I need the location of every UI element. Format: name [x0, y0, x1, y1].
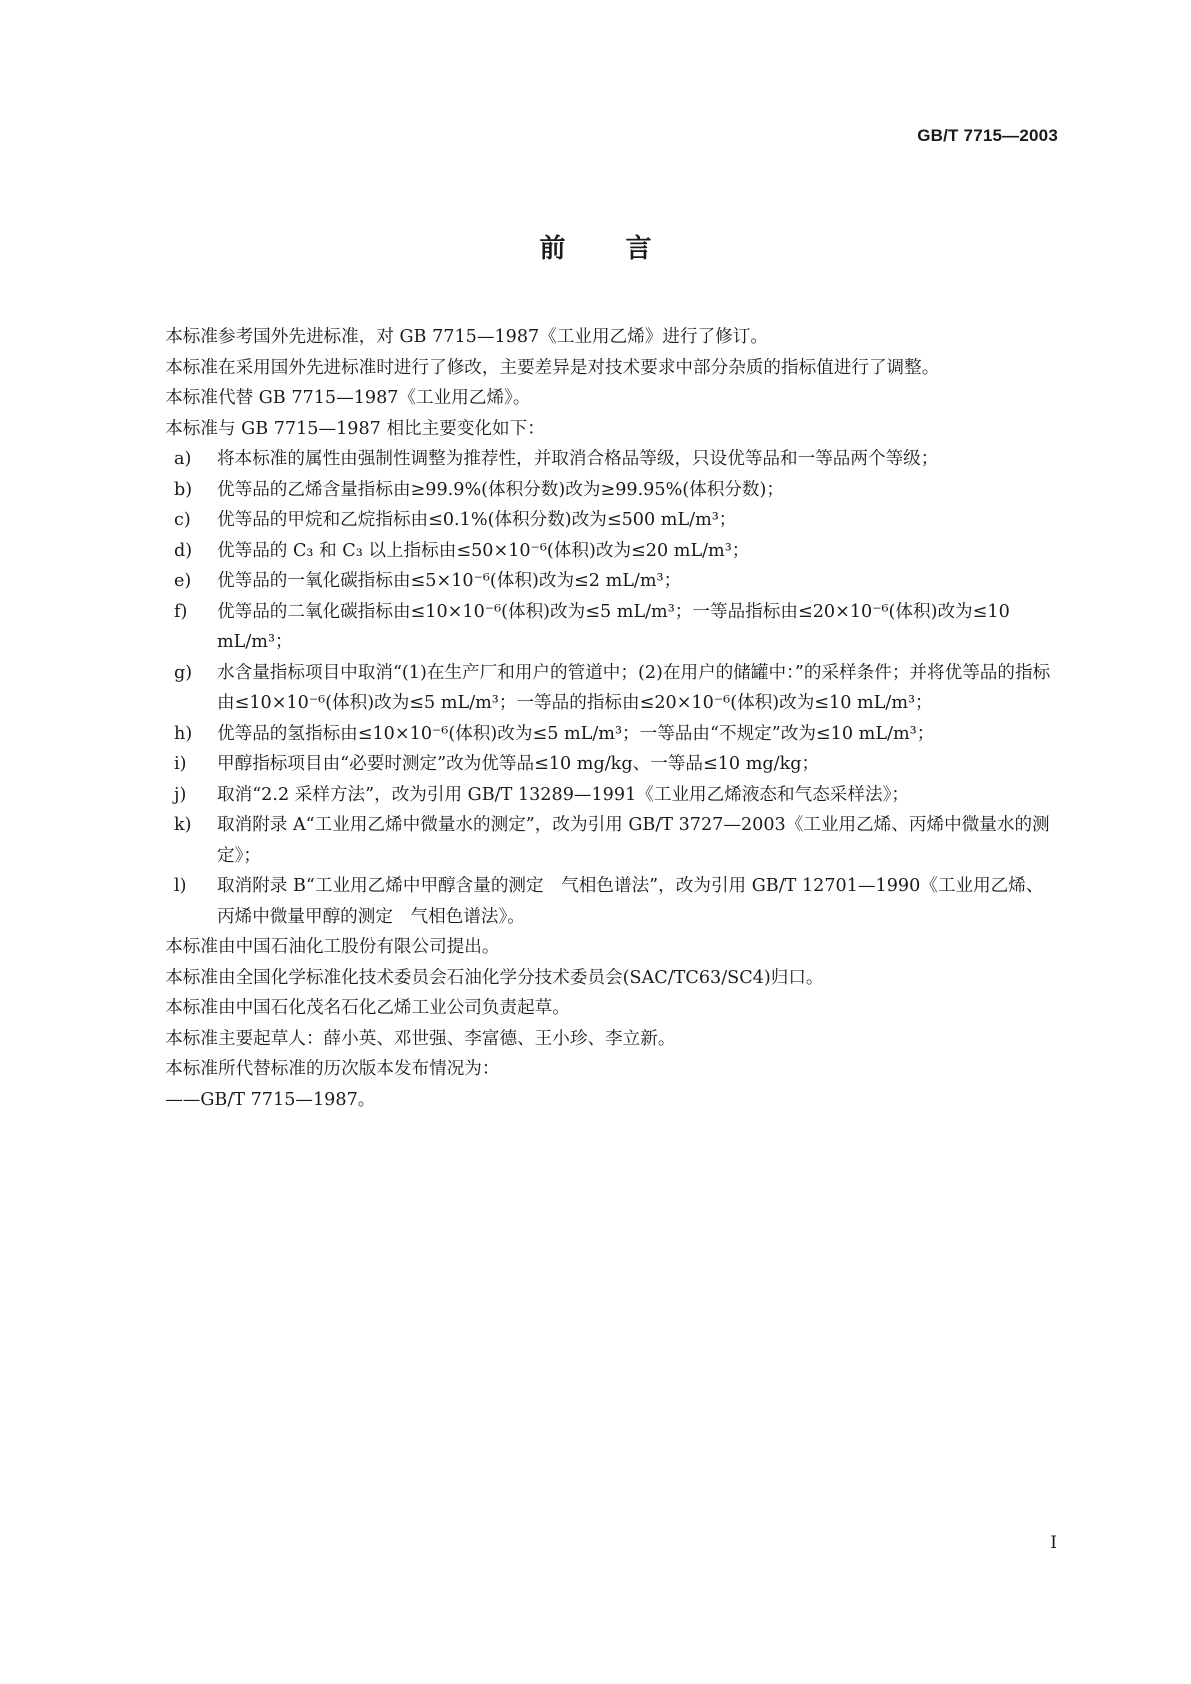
item-text: 水含量指标项目中取消“(1)在生产厂和用户的管道中；(2)在用户的储罐中：”的采样条件；并将优等品的指标由≤10×10⁻⁶(体积)改为≤5 mL/m³；一等品的指标由≤20×10⁻⁶(体积)改为≤10 mL/m³；	[217, 662, 1051, 713]
item-label: e)	[174, 571, 192, 591]
item-label: l)	[174, 876, 187, 896]
change-item	[130, 597, 1059, 658]
item-label: g)	[174, 662, 193, 683]
outro-paragraph: 本标准由中国石化茂名石化乙烯工业公司负责起草。	[165, 998, 570, 1018]
outro-paragraph: 本标准由中国石油化工股份有限公司提出。	[165, 937, 500, 957]
standard-code: GB/T 7715—2003	[917, 126, 1058, 145]
item-text: 优等品的一氧化碳指标由≤5×10⁻⁶(体积)改为≤2 mL/m³；	[217, 571, 682, 591]
outro-paragraph: 本标准由全国化学标准化技术委员会石油化学分技术委员会(SAC/TC63/SC4)归口。	[165, 967, 824, 988]
page-title: 前言	[539, 234, 712, 264]
change-item	[130, 780, 1059, 811]
item-text: 优等品的氢指标由≤10×10⁻⁶(体积)改为≤5 mL/m³；一等品由“不规定”改为≤10 mL/m³；	[217, 723, 935, 744]
item-label: h)	[174, 723, 193, 744]
page-number: I	[1050, 1533, 1057, 1553]
change-item	[130, 810, 1059, 871]
item-text: 优等品的二氧化碳指标由≤10×10⁻⁶(体积)改为≤5 mL/m³；一等品指标由≤20×10⁻⁶(体积)改为≤10 mL/m³；	[217, 601, 1010, 652]
change-item	[130, 475, 1059, 506]
change-item	[130, 719, 1059, 750]
item-text: 甲醇指标项目由“必要时测定”改为优等品≤10 mg/kg、一等品≤10 mg/kg；	[217, 754, 820, 774]
item-text: 将本标准的属性由强制性调整为推荐性，并取消合格品等级，只设优等品和一等品两个等级；	[217, 449, 939, 469]
change-item	[130, 536, 1059, 567]
change-item	[130, 871, 1059, 932]
change-item	[130, 444, 1059, 475]
intro-paragraph: 本标准在采用国外先进标准时进行了修改，主要差异是对技术要求中部分杂质的指标值进行了调整。	[165, 357, 940, 378]
item-label: a)	[174, 449, 192, 469]
change-item	[130, 566, 1059, 597]
history-item: ——GB/T 7715—1987。	[165, 1089, 376, 1110]
item-text: 优等品的 C₃ 和 C₃ 以上指标由≤50×10⁻⁶(体积)改为≤20 mL/m³；	[217, 540, 750, 561]
item-text: 取消附录 B“工业用乙烯中甲醇含量的测定 气相色谱法”，改为引用 GB/T 12701—1990《工业用乙烯、丙烯中微量甲醇的测定 气相色谱法》。	[217, 876, 1044, 927]
item-text: 取消附录 A“工业用乙烯中微量水的测定”，改为引用 GB/T 3727—2003《工业用乙烯、丙烯中微量水的测定》；	[217, 815, 1050, 866]
item-text: 优等品的乙烯含量指标由≥99.9%(体积分数)改为≥99.95%(体积分数)；	[217, 479, 784, 500]
item-label: c)	[174, 510, 191, 530]
item-label: k)	[174, 815, 192, 835]
intro-paragraph: 本标准代替 GB 7715—1987《工业用乙烯》。	[165, 388, 531, 408]
change-item	[130, 505, 1059, 536]
item-text: 取消“2.2 采样方法”，改为引用 GB/T 13289—1991《工业用乙烯液态和气态采样法》；	[217, 784, 909, 805]
outro-paragraph: 本标准所代替标准的历次版本发布情况为：	[165, 1059, 500, 1079]
item-label: i)	[174, 754, 187, 774]
item-label: b)	[174, 479, 193, 500]
item-label: f)	[174, 601, 188, 622]
item-text: 优等品的甲烷和乙烷指标由≤0.1%(体积分数)改为≤500 mL/m³；	[217, 510, 737, 530]
change-item	[130, 749, 1059, 780]
intro-paragraph: 本标准与 GB 7715—1987 相比主要变化如下：	[165, 418, 545, 439]
outro-paragraph: 本标准主要起草人：薛小英、邓世强、李富德、王小珍、李立新。	[165, 1028, 676, 1049]
item-label: d)	[174, 540, 193, 561]
item-label: j)	[174, 784, 187, 805]
intro-paragraph: 本标准参考国外先进标准，对 GB 7715—1987《工业用乙烯》进行了修订。	[165, 327, 768, 347]
change-item	[130, 658, 1059, 719]
foreword-body	[130, 322, 1059, 1115]
